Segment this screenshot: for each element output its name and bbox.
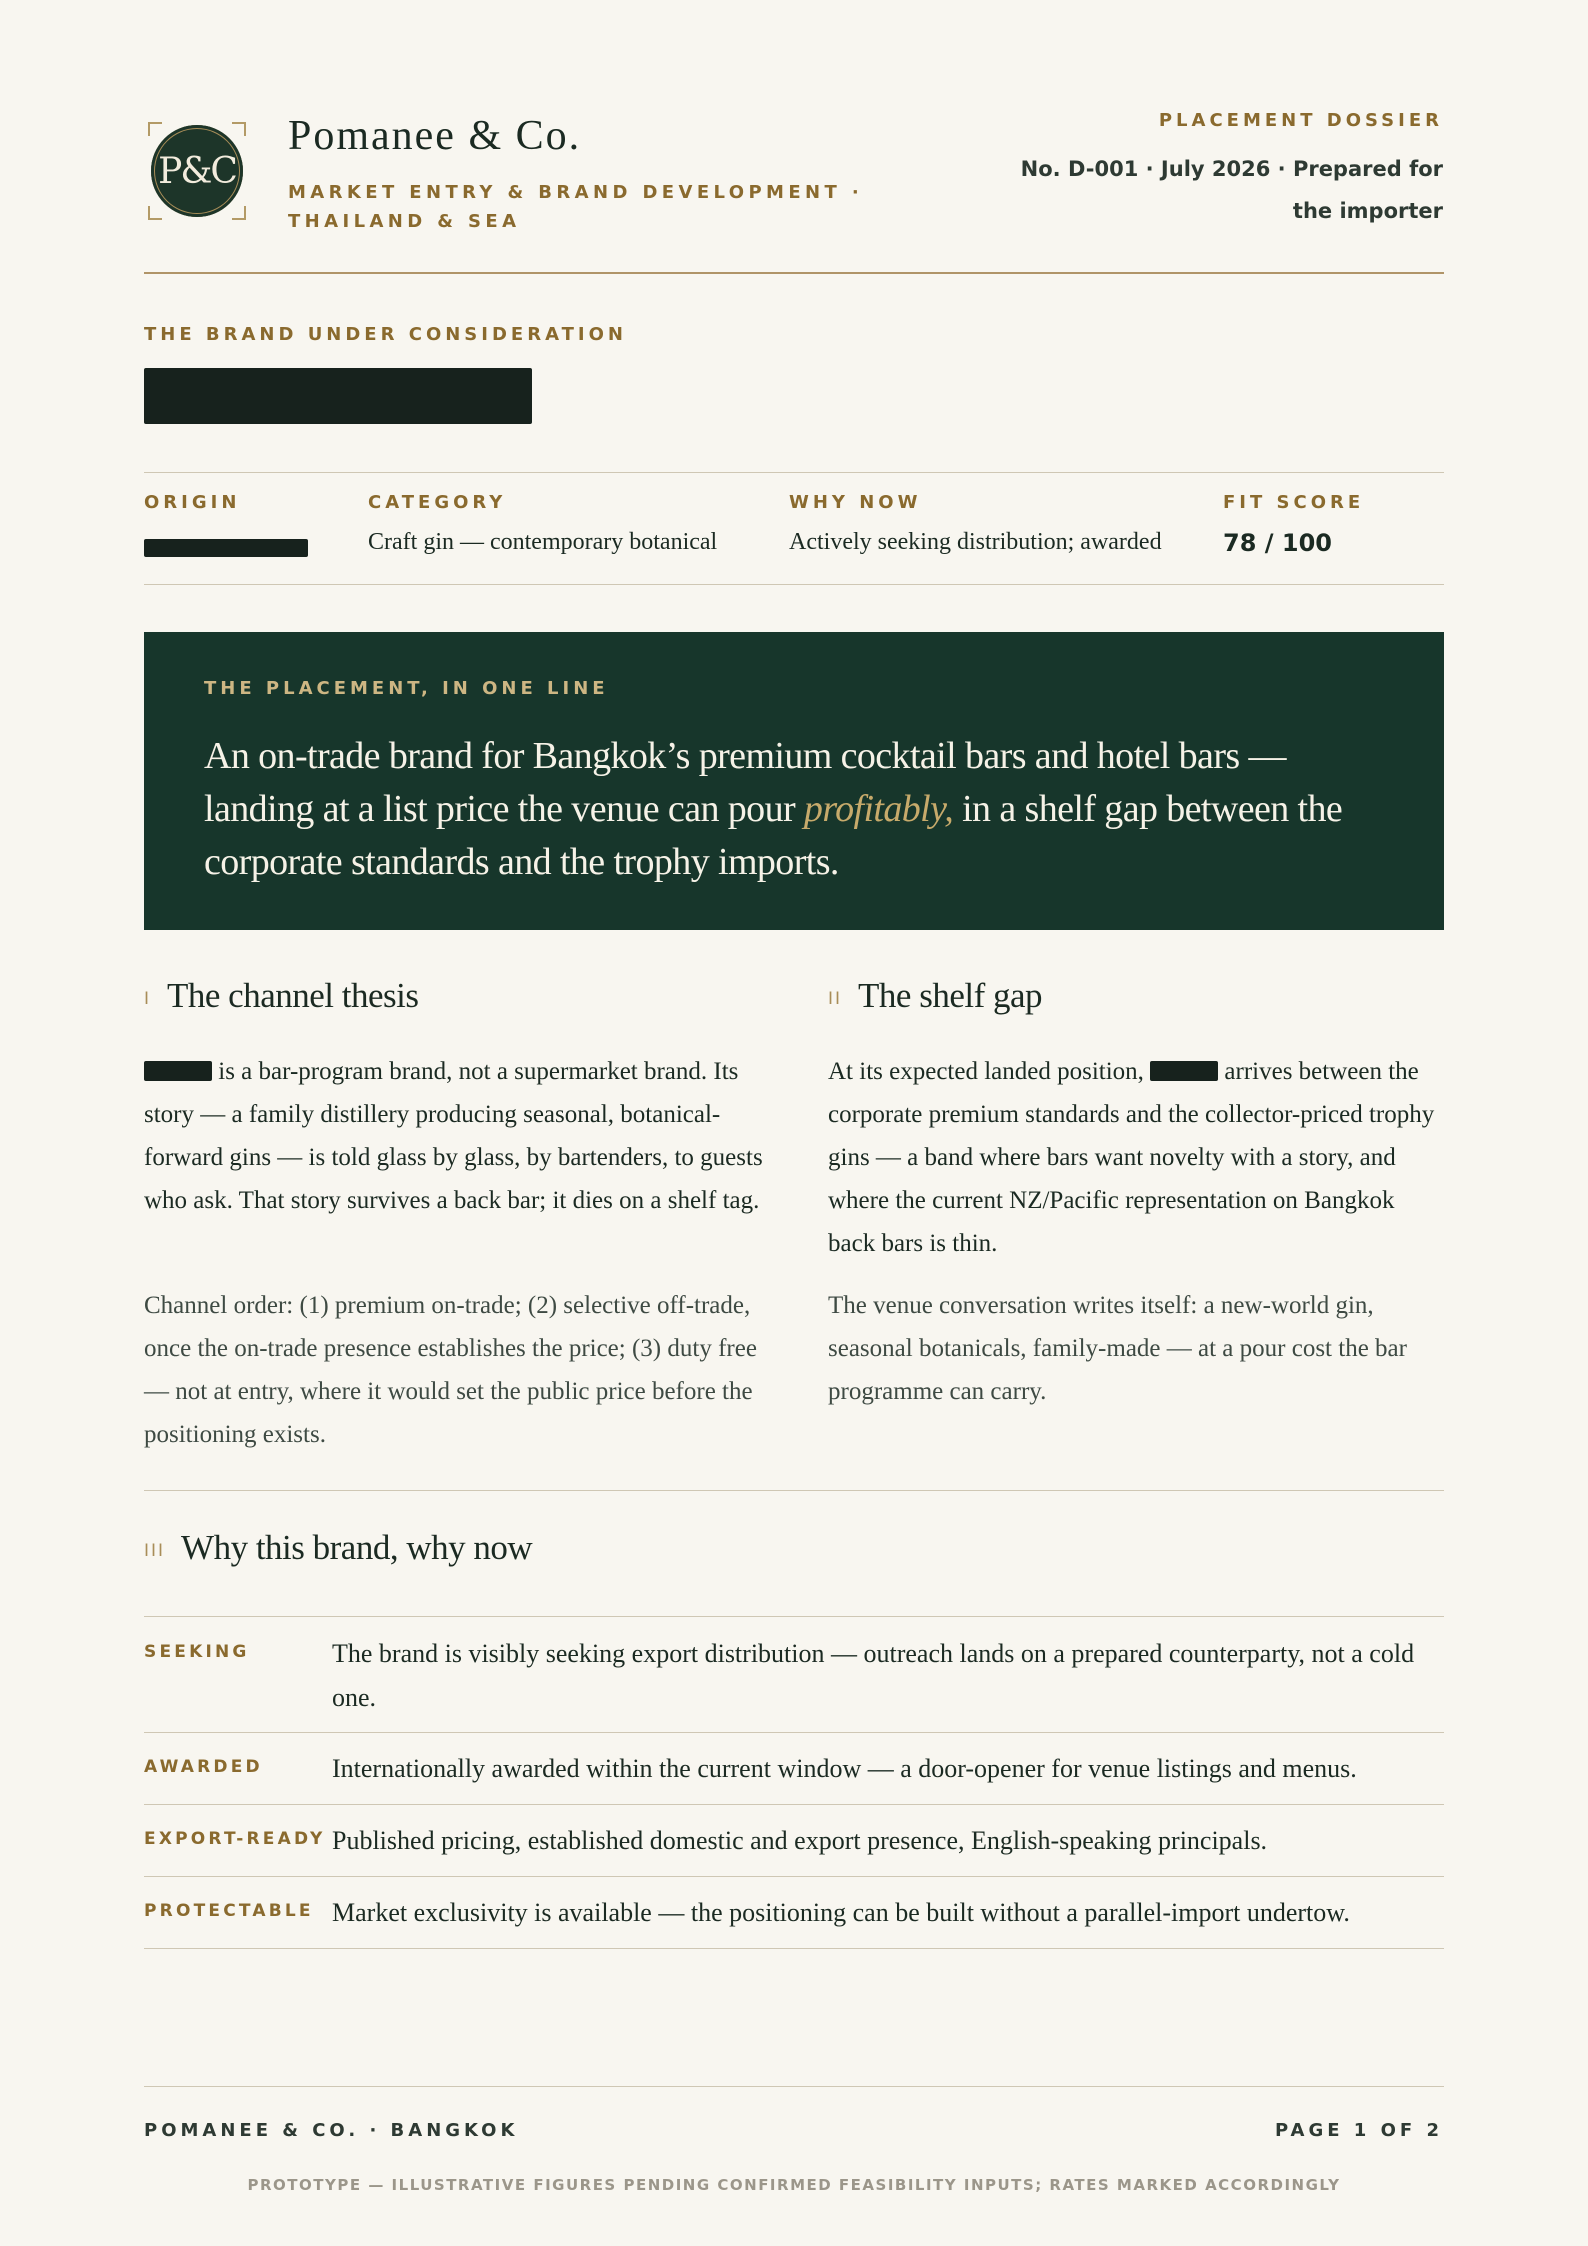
why-row-divider (144, 1804, 1444, 1805)
brand-name-redaction (144, 368, 532, 424)
dossier-meta: No. D-001 · July 2026 · Prepared for the importer (1020, 157, 1443, 223)
why-label: PROTECTABLE (144, 1901, 314, 1921)
fact-label: CATEGORY (368, 492, 507, 513)
fact-fit-score (1223, 492, 1364, 557)
section-numeral: I (144, 988, 152, 1009)
paragraph-text: At its expected landed position, (828, 1058, 1151, 1085)
brand-inline-redaction (144, 1061, 212, 1081)
logo-seal (151, 125, 243, 217)
fact-label: FIT SCORE (1223, 492, 1365, 513)
fact-why-now (789, 492, 1162, 556)
fact-origin (144, 492, 308, 557)
shelf-para-2: The venue conversation writes itself: a new-world gin, seasonal botanicals, family-made — at a pour cost the bar programme can carry. (828, 1292, 1407, 1405)
footer-left: POMANEE & CO. · BANGKOK (144, 2120, 519, 2141)
placement-banner (144, 632, 1444, 930)
why-text: The brand is visibly seeking export distribution — outreach lands on a prepared counterparty, not a cold one. (332, 1639, 1415, 1712)
why-table-top (144, 1616, 1444, 1617)
banner-eyebrow: THE PLACEMENT, IN ONE LINE (204, 678, 609, 699)
origin-redaction (144, 539, 308, 557)
paragraph-text: is a bar-program brand, not a supermarket brand. Its story — a family distillery producing seasonal, botanical-forward gins — is told glass by glass, by bartenders, to guests who ask. That story survives a back bar; it dies on a shelf tag. (144, 1058, 763, 1214)
dossier-label: PLACEMENT DOSSIER (1158, 110, 1443, 131)
why-row-divider (144, 1876, 1444, 1877)
why-text: Published pricing, established domestic and export presence, English-speaking principals. (332, 1826, 1268, 1855)
fact-label: WHY NOW (789, 492, 922, 513)
page-number: PAGE 1 OF 2 (1275, 2120, 1443, 2141)
paragraph-text: arrives between the corporate premium standards and the collector-priced trophy gins — a band where bars want novelty with a story, and where the current NZ/Pacific representation on Bangkok back bars is thin. (828, 1058, 1435, 1257)
why-table-bottom (144, 1948, 1444, 1949)
footer-note: PROTOTYPE — ILLUSTRATIVE FIGURES PENDING CONFIRMED FEASIBILITY INPUTS; RATES MARKED ACCORDINGLY (247, 2176, 1341, 2194)
fact-value: Craft gin — contemporary botanical (368, 529, 718, 555)
section-divider (144, 1490, 1444, 1491)
section-numeral: III (144, 1540, 166, 1561)
header-divider (144, 272, 1444, 274)
brand-inline-redaction (1150, 1061, 1218, 1081)
section-title-shelf (828, 976, 1042, 1016)
fact-category (368, 492, 717, 556)
quote-text: An on-trade brand for Bangkok’s premium cocktail bars and hotel bars — landing at a list price the venue can pour (204, 735, 1286, 830)
brand-section-eyebrow: THE BRAND UNDER CONSIDERATION (144, 324, 627, 345)
channel-para-2: Channel order: (1) premium on-trade; (2) selective off-trade, once the on-trade presence establishes the price; (3) duty free — not at entry, where it would set the public price before the positioning exists. (144, 1292, 757, 1448)
footer-divider (144, 2086, 1444, 2087)
why-label: SEEKING (144, 1642, 250, 1662)
why-text: Internationally awarded within the current window — a door-opener for venue listings and menus. (332, 1754, 1357, 1783)
facts-bottom-divider (144, 584, 1444, 585)
quote-emphasis: profitably, (803, 788, 954, 830)
section-title-why (144, 1528, 532, 1568)
company-tagline: MARKET ENTRY & BRAND DEVELOPMENT · THAILAND & SEA (288, 182, 864, 232)
quote-text: in a shelf gap between the corporate standards and the trophy imports. (204, 788, 1343, 883)
why-text: Market exclusivity is available — the positioning can be built without a parallel-import undertow. (332, 1898, 1350, 1927)
channel-para-1 (144, 1050, 764, 1222)
logo (148, 122, 246, 220)
facts-top-divider (144, 472, 1444, 473)
fact-label: ORIGIN (144, 492, 241, 513)
fit-score-value: 78 / 100 (1223, 529, 1332, 557)
company-name: Pomanee & Co. (288, 113, 582, 159)
why-label: EXPORT-READY (144, 1829, 326, 1849)
logo-monogram: P&C (158, 150, 236, 192)
shelf-para-1 (828, 1050, 1444, 1265)
section-title-text: Why this brand, why now (181, 1528, 533, 1567)
why-row-divider (144, 1732, 1444, 1733)
placement-quote (204, 730, 1404, 889)
section-numeral: II (828, 988, 843, 1009)
section-title-text: The channel thesis (167, 976, 419, 1015)
section-title-channel (144, 976, 418, 1016)
fact-value: Actively seeking distribution; awarded (789, 529, 1162, 555)
section-title-text: The shelf gap (858, 976, 1043, 1015)
why-label: AWARDED (144, 1757, 263, 1777)
